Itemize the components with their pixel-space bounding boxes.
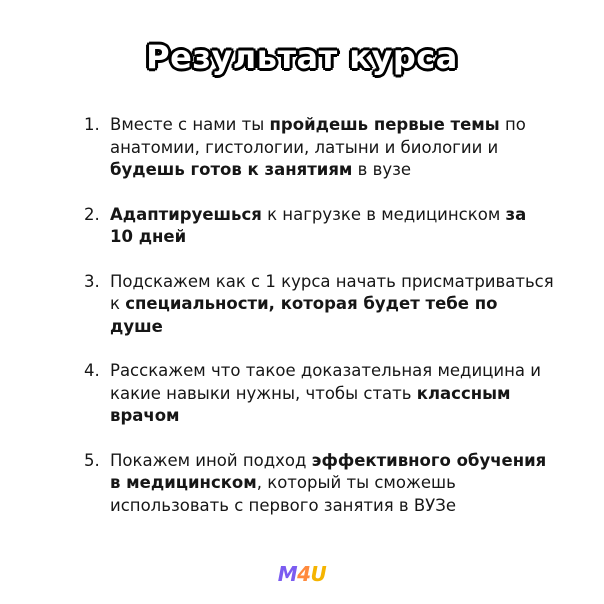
item-text-bold: за 10 дней (110, 204, 527, 246)
list-item (84, 271, 554, 339)
logo-letter-u: U (310, 562, 327, 586)
brand-logo (0, 562, 604, 586)
list-item (84, 450, 554, 518)
list-item (84, 114, 554, 182)
results-list (84, 114, 554, 539)
item-text: Расскажем что такое доказательная медицина и какие навыки нужны, чтобы стать (110, 361, 541, 403)
list-item-number: 1. (84, 115, 100, 134)
list-item-number: 3. (84, 271, 100, 291)
item-text: Подскажем как с 1 курса начать присматриваться к (110, 271, 554, 313)
item-text: , который ты сможешь использовать с первого занятия в ВУЗе (110, 473, 456, 515)
item-text: по анатомии, гистологии, латыни и биологии и (110, 115, 526, 157)
list-item (84, 204, 554, 249)
logo-letter-m: M (277, 562, 298, 586)
item-text-bold: эффективного обучения в медицинском (110, 450, 547, 492)
item-text: в вузе (352, 160, 412, 179)
item-text: Покажем иной подход (110, 450, 312, 470)
logo-digit-four: 4 (297, 562, 311, 586)
item-text: Вместе с нами ты (110, 115, 270, 134)
item-text-bold: специальности, которая будет тебе по душе (110, 294, 498, 336)
list-item-number: 2. (84, 204, 100, 224)
item-text-bold: классным врачом (110, 383, 511, 425)
list-item (84, 360, 554, 428)
list-item-number: 4. (84, 361, 100, 380)
page-title: Результат курса (146, 38, 458, 76)
item-text-bold: будешь готов к занятиям (110, 160, 353, 179)
item-text-bold: пройдешь первые темы (269, 115, 500, 134)
item-text: к нагрузке в медицинском (261, 204, 506, 224)
list-item-number: 5. (84, 450, 100, 470)
item-text-bold: Адаптируешься (110, 204, 262, 224)
